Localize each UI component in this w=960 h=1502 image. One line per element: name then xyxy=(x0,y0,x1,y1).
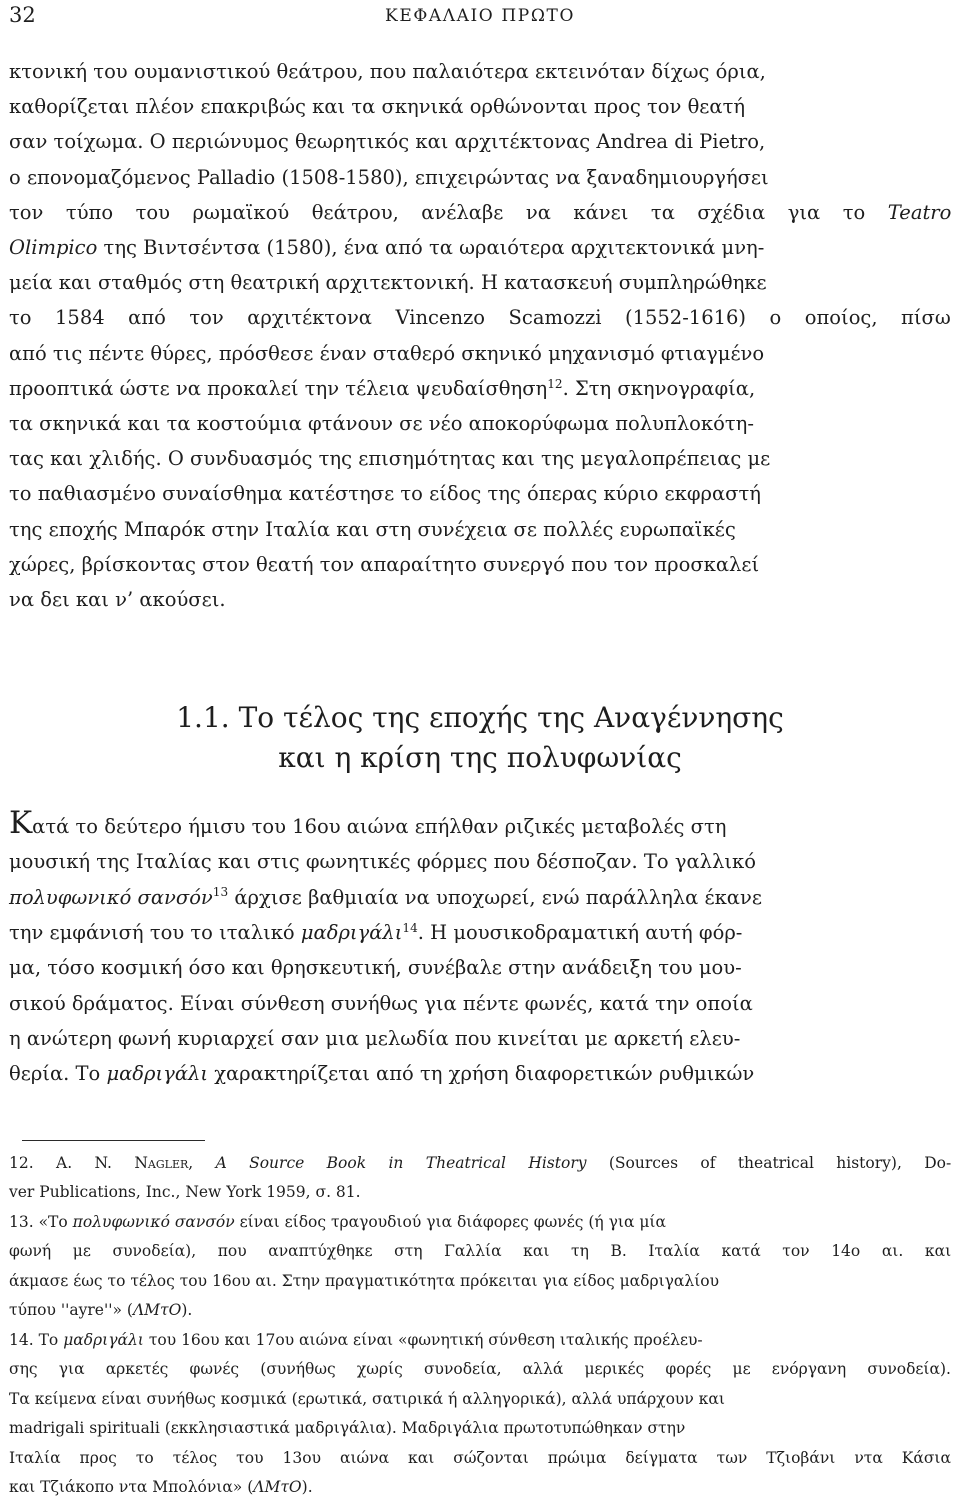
italic-text: πολυφωνικό σανσόν xyxy=(72,1212,235,1231)
text-run: άκμασε έως το τέλος του 16ου αι. Στην πραγματικότητα πρόκειται για είδος μαδριγαλίου xyxy=(9,1271,720,1290)
text-line xyxy=(9,1021,740,1057)
text-run: και Τζιάκοπο ντα Μπολόνια» ( xyxy=(9,1477,254,1496)
footnote-line xyxy=(9,1472,313,1502)
italic-text: μαδριγάλι xyxy=(106,1062,208,1086)
chapter-title: ΚΕΦΑΛΑΙΟ ΠΡΩΤΟ xyxy=(385,6,575,26)
text-line xyxy=(9,195,951,231)
text-line xyxy=(9,54,766,90)
text-run: 13. «Το xyxy=(9,1212,73,1231)
smallcaps-text: Nagler xyxy=(134,1154,189,1172)
running-head xyxy=(0,0,960,32)
text-run: μουσική της Ιταλίας και στις φωνητικές φόρμες που δέσποζαν. Το γαλλικό xyxy=(9,850,756,874)
italic-text: πολυφωνικό σανσόν xyxy=(9,885,213,909)
text-run: η ανώτερη φωνή κυριαρχεί σαν μια μελωδία που κινείται με αρκετή ελευ- xyxy=(9,1026,741,1050)
text-line xyxy=(9,512,736,548)
footnote-line xyxy=(9,1325,703,1355)
footnote-ref: 12 xyxy=(547,376,563,391)
footnote-line xyxy=(9,1148,951,1178)
text-run: προοπτικά ώστε να προκαλεί την τέλεια ψευδαίσθηση xyxy=(9,376,548,400)
text-run: τα σκηνικά και τα κοστούμια φτάνουν σε νέο αποκορύφωμα πολυπλοκότη- xyxy=(9,412,754,435)
italic-text: Teatro xyxy=(887,200,952,224)
page-number: 32 xyxy=(9,3,36,27)
text-run: ). xyxy=(181,1301,193,1320)
text-line xyxy=(9,844,756,880)
text-run: 14. Το xyxy=(9,1330,64,1349)
text-run: του 16ου και 17ου αιώνα είναι «φωνητική σύνθεση ιταλικής προέλευ- xyxy=(143,1330,703,1349)
text-run: χώρες, βρίσκοντας στον θεατή τον απαραίτητο συνεργό που τον προσκαλεί xyxy=(9,552,760,576)
text-run: . Η μουσικοδραματική αυτή φόρ- xyxy=(417,920,743,944)
text-line xyxy=(9,336,764,372)
text-line xyxy=(9,406,754,442)
text-line xyxy=(9,805,727,845)
heading-line: και η κρίση της πολυφωνίας xyxy=(278,741,682,774)
text-run: κτονική του ουμανιστικού θεάτρου, που παλαιότερα εκτεινόταν δίχως όρια, xyxy=(9,60,766,83)
text-run: ο επονομαζόμενος Palladio (1508-1580), επιχειρώντας να ξαναδημιουργήσει xyxy=(9,165,769,189)
text-line xyxy=(9,880,762,916)
text-run: θερία. Το xyxy=(9,1062,107,1086)
footnote-ref: 14 xyxy=(402,920,418,935)
italic-text: Olimpico xyxy=(9,236,98,259)
text-run: σης για αρκετές φωνές (συνήθως χωρίς συνοδεία, αλλά μερικές φορές με ενόργανη συνοδεία). xyxy=(9,1360,951,1379)
text-run: της Βιντσέντσα (1580), ένα από τα ωραιότερα αρχιτεκτονικά μνη- xyxy=(97,236,765,259)
footnote-line xyxy=(9,1266,719,1296)
footnote-line xyxy=(9,1207,666,1237)
heading-line: 1.1. Το τέλος της εποχής της Αναγέννησης xyxy=(176,701,784,734)
footnote-line xyxy=(9,1177,361,1207)
text-run: μα, τόσο κοσμική όσο και θρησκευτική, συνέβαλε στην ανάδειξη του μου- xyxy=(9,956,742,980)
text-run: τον τύπο του ρωμαϊκού θεάτρου, ανέλαβε να κάνει τα σχέδια για το xyxy=(9,200,888,224)
footnote-line xyxy=(9,1413,685,1443)
text-line xyxy=(9,950,742,986)
text-run: φωνή με συνοδεία), που αναπτύχθηκε στη Γαλλία και τη Β. Ιταλία κατά τον 14ο αι. και xyxy=(9,1242,952,1261)
text-run: είναι είδος τραγουδιού για διάφορες φωνές (ή για μία xyxy=(234,1212,666,1231)
text-run: από τις πέντε θύρες, πρόσθεσε έναν σταθερό σκηνικό μηχανισμό φτιαγμένο xyxy=(9,341,765,365)
text-line xyxy=(9,124,765,160)
text-run: . Στη σκηνογραφία, xyxy=(562,376,756,400)
text-run: το παθιασμένο συναίσθημα κατέστησε το είδος της όπερας κύριο εκφραστή xyxy=(9,482,761,506)
text-run: χαρακτηρίζεται από τη χρήση διαφορετικών ρυθμικών xyxy=(208,1062,755,1086)
text-line xyxy=(9,915,742,951)
text-run: της εποχής Μπαρόκ στην Ιταλία και στη συνέχεια σε πολλές ευρωπαϊκές xyxy=(9,517,736,541)
text-run: Τα κείμενα είναι συνήθως κοσμικά (ερωτικά, σατιρικά ή αλληγορικά), αλλά υπάρχουν και xyxy=(9,1389,725,1408)
text-run: σικού δράματος. Είναι σύνθεση συνήθως για πέντε φωνές, κατά την οποία xyxy=(9,991,753,1015)
text-run: 12. A. N. xyxy=(9,1154,135,1172)
text-line xyxy=(9,230,764,266)
text-run: καθορίζεται πλέον επακριβώς και τα σκηνικά ορθώνονται προς τον θεατή xyxy=(9,95,746,119)
text-line xyxy=(9,476,761,512)
text-run: τύπου ''ayre''» ( xyxy=(9,1301,133,1320)
footnote-separator xyxy=(22,1140,205,1141)
footnote-line xyxy=(9,1443,951,1473)
text-line xyxy=(9,547,759,583)
text-run: σαν τοίχωμα. Ο περιώνυμος θεωρητικός και αρχιτέκτονας Andrea di Pietro, xyxy=(9,130,766,154)
text-line xyxy=(9,1056,754,1092)
text-run: madrigali spirituali (εκκλησιαστικά μαδριγάλια). Μαδριγάλια πρωτοτυπώθηκαν στην xyxy=(9,1419,686,1438)
text-run: μεία και σταθμός στη θεατρική αρχιτεκτονική. Η κατασκευή συμπληρώθηκε xyxy=(9,271,767,295)
text-run: να δει και ν’ ακούσει. xyxy=(9,588,226,611)
footnote-line xyxy=(9,1236,951,1266)
footnote-line xyxy=(9,1295,192,1325)
text-line xyxy=(9,441,770,477)
italic-text: A Source Book in Theatrical History xyxy=(215,1154,587,1172)
text-line xyxy=(9,986,753,1022)
initial-letter: Κ xyxy=(9,805,33,841)
text-line xyxy=(9,265,767,301)
text-run: , xyxy=(188,1154,216,1172)
text-run: (Sources of theatrical history), Do- xyxy=(586,1154,952,1172)
text-run: άρχισε βαθμιαία να υποχωρεί, ενώ παράλληλα έκανε xyxy=(228,885,762,909)
text-run: το 1584 από τον αρχιτέκτονα Vincenzo Scamozzi (1552-1616) ο οποίος, πίσω xyxy=(9,306,951,330)
text-line xyxy=(9,89,745,125)
text-line xyxy=(9,371,755,407)
footnote-line xyxy=(9,1384,725,1414)
footnote-ref: 13 xyxy=(212,885,229,900)
footnote-line xyxy=(9,1354,951,1384)
italic-text: μαδριγάλι xyxy=(63,1330,144,1349)
italic-text: ΛΜτΟ xyxy=(253,1477,302,1496)
text-line xyxy=(9,300,951,336)
italic-text: μαδριγάλι xyxy=(300,920,403,944)
text-line xyxy=(9,160,769,196)
text-run: ver Publications, Inc., New York 1959, σ. 81. xyxy=(9,1183,361,1202)
italic-text: ΛΜτΟ xyxy=(132,1301,182,1320)
text-run: ατά το δεύτερο ήμισυ του 16ου αιώνα επήλθαν ριζικές μεταβολές στη xyxy=(32,815,727,838)
text-line xyxy=(9,582,226,618)
text-run: την εμφάνισή του το ιταλικό xyxy=(9,920,301,944)
text-run: ). xyxy=(301,1477,313,1496)
text-run: Ιταλία προς το τέλος του 13ου αιώνα και σώζονται πρώιμα δείγματα των Τζιοβάνι ντα Κάσια xyxy=(9,1448,951,1467)
text-run: τας και χλιδής. Ο συνδυασμός της επισημότητας και της μεγαλοπρέπειας με xyxy=(9,447,771,471)
